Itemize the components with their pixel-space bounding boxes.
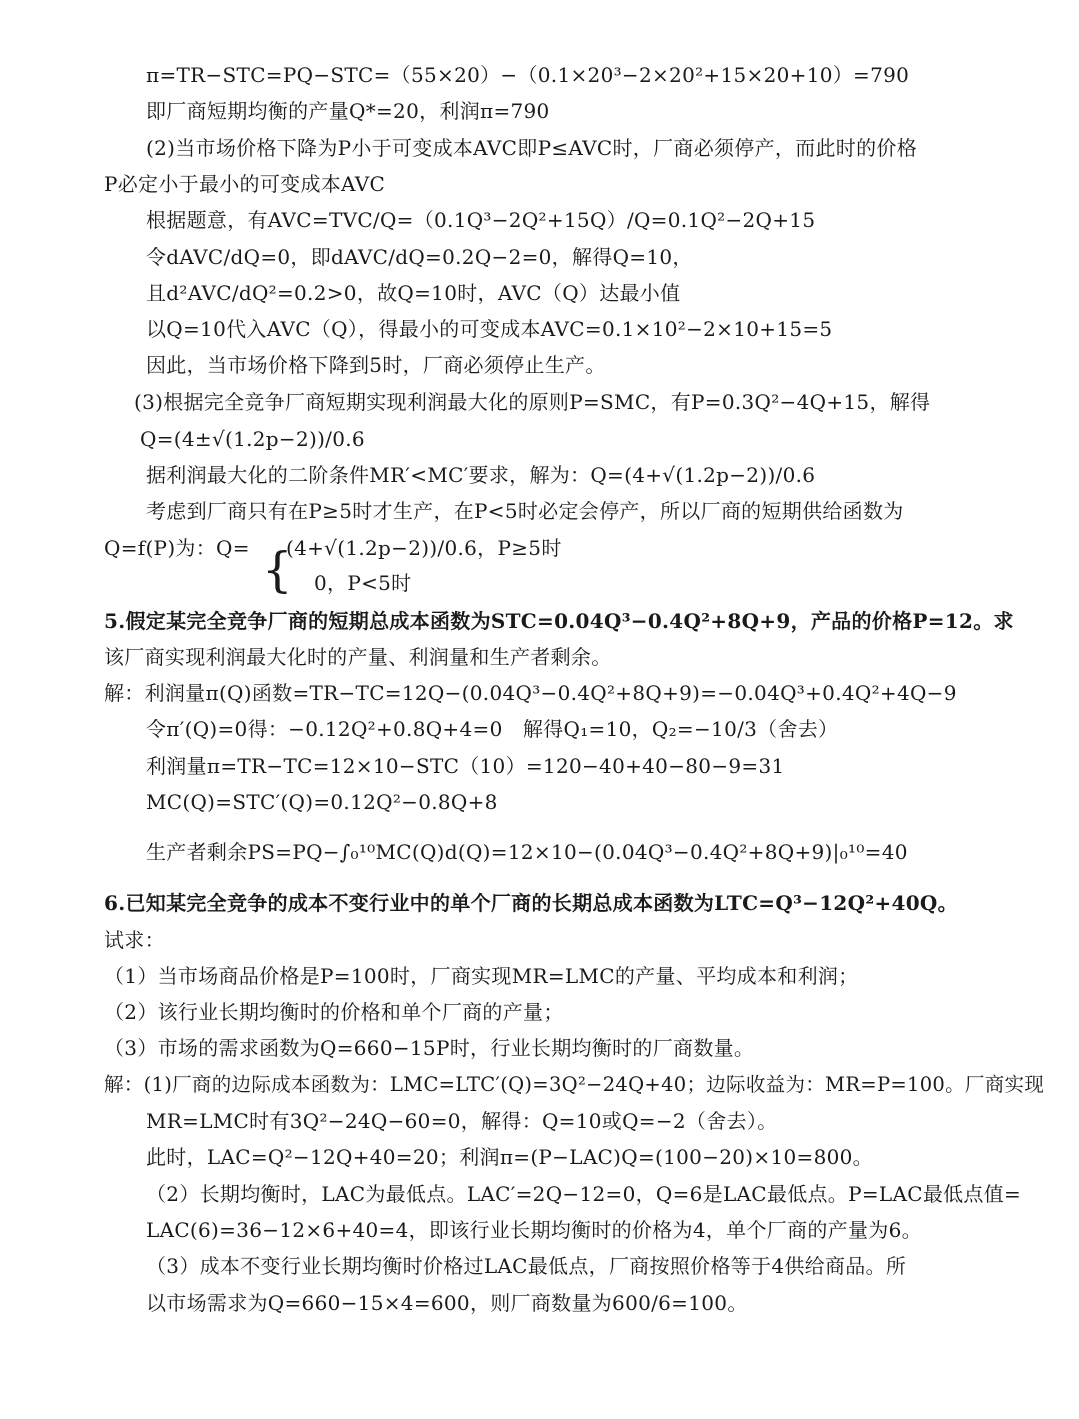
text-line: （3）市场的需求函数为Q=660−15P时，行业长期均衡时的厂商数量。 <box>104 1036 755 1060</box>
text-line: 生产者剩余PS=PQ−∫₀¹⁰MC(Q)d(Q)=12×10−(0.04Q³−0.4Q²+8Q+9)|₀¹⁰=40 <box>146 840 908 864</box>
text-line: 令dAVC/dQ=0，即dAVC/dQ=0.2Q−2=0，解得Q=10， <box>146 245 693 269</box>
text-line: 0，P<5时 <box>314 571 412 595</box>
text-line: Q=(4±√(1.2p−2))/0.6 <box>140 427 365 451</box>
text-line: 利润量π=TR−TC=12×10−STC（10）=120−40+40−80−9=31 <box>146 754 785 778</box>
text-line: 因此，当市场价格下降到5时，厂商必须停止生产。 <box>146 353 606 377</box>
text-line: 根据题意，有AVC=TVC/Q=（0.1Q³−2Q²+15Q）/Q=0.1Q²−2Q+15 <box>146 208 816 232</box>
text-line: 以Q=10代入AVC（Q），得最小的可变成本AVC=0.1×10²−2×10+15=5 <box>146 317 833 341</box>
text-line: 该厂商实现利润最大化时的产量、利润量和生产者剩余。 <box>104 645 612 669</box>
text-line: 据利润最大化的二阶条件MR′<MC′要求，解为：Q=(4+√(1.2p−2))/0.6 <box>146 463 816 487</box>
text-line: (3)根据完全竞争厂商短期实现利润最大化的原则P=SMC，有P=0.3Q²−4Q+15，解得 <box>134 390 931 414</box>
text-line: MR=LMC时有3Q²−24Q−60=0，解得：Q=10或Q=−2（舍去）。 <box>146 1109 778 1133</box>
text-line: (2)当市场价格下降为P小于可变成本AVC即P≤AVC时，厂商必须停产，而此时的价格 <box>146 136 917 160</box>
text-line: (4+√(1.2p−2))/0.6，P≥5时 <box>286 536 562 560</box>
question-heading: 5.假定某完全竞争厂商的短期总成本函数为STC=0.04Q³−0.4Q²+8Q+9，产品的价格P=12。求 <box>104 609 1014 633</box>
text-line: P必定小于最小的可变成本AVC <box>104 172 386 196</box>
text-line: 且d²AVC/dQ²=0.2>0，故Q=10时，AVC（Q）达最小值 <box>146 281 681 305</box>
text-line: LAC(6)=36−12×6+40=4，即该行业长期均衡时的价格为4，单个厂商的产量为6。 <box>146 1218 922 1242</box>
text-line: 解：(1)厂商的边际成本函数为：LMC=LTC′(Q)=3Q²−24Q+40；边际收益为：MR=P=100。厂商实现 <box>104 1073 1045 1096</box>
brace-symbol: { <box>262 542 293 598</box>
text-line: 令π′(Q)=0得：−0.12Q²+0.8Q+4=0 解得Q₁=10，Q₂=−10/3（舍去） <box>146 717 839 741</box>
text-line: 解：利润量π(Q)函数=TR−TC=12Q−(0.04Q³−0.4Q²+8Q+9)=−0.04Q³+0.4Q²+4Q−9 <box>104 681 957 705</box>
text-line: 考虑到厂商只有在P≥5时才生产，在P<5时必定会停产，所以厂商的短期供给函数为 <box>146 499 904 523</box>
text-line: 以市场需求为Q=660−15×4=600，则厂商数量为600/6=100。 <box>146 1291 748 1315</box>
text-line: （2）长期均衡时，LAC为最低点。LAC′=2Q−12=0，Q=6是LAC最低点。P=LAC最低点值= <box>146 1182 1022 1206</box>
text-line: 此时，LAC=Q²−12Q+40=20；利润π=(P−LAC)Q=(100−20)×10=800。 <box>146 1145 873 1169</box>
text-line: 即厂商短期均衡的产量Q*=20，利润π=790 <box>146 99 550 123</box>
text-line: π=TR−STC=PQ−STC=（55×20）−（0.1×20³−2×20²+15×20+10）=790 <box>146 63 910 87</box>
question-heading: 6.已知某完全竞争的成本不变行业中的单个厂商的长期总成本函数为LTC=Q³−12Q²+40Q。 <box>104 891 958 915</box>
text-line: （2）该行业长期均衡时的价格和单个厂商的产量； <box>104 1000 564 1024</box>
text-line: MC(Q)=STC′(Q)=0.12Q²−0.8Q+8 <box>146 790 498 814</box>
text-line: （1）当市场商品价格是P=100时，厂商实现MR=LMC的产量、平均成本和利润； <box>104 964 859 988</box>
text-line: （3）成本不变行业长期均衡时价格过LAC最低点，厂商按照价格等于4供给商品。所 <box>146 1254 907 1278</box>
text-line: Q=f(P)为：Q= <box>104 536 250 560</box>
text-line: 试求： <box>104 928 165 952</box>
